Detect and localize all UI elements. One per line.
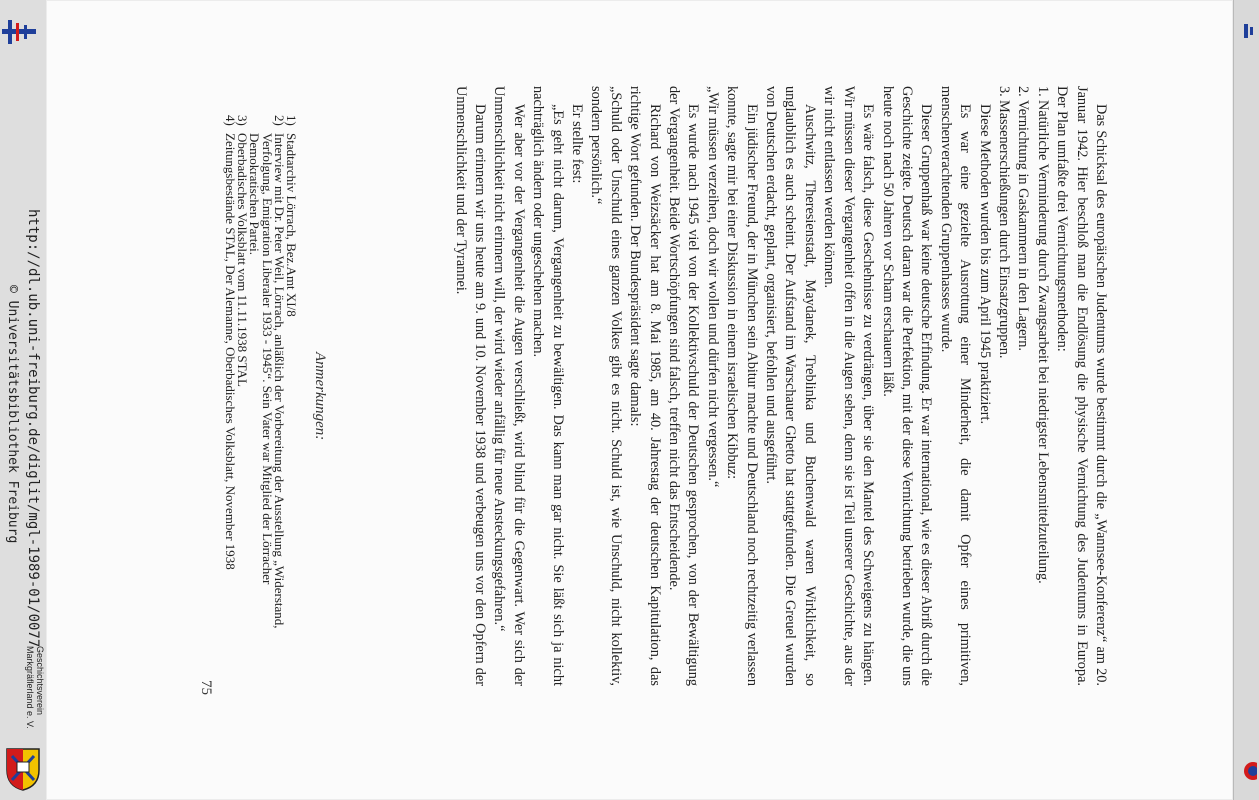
right-margin-badge-icon xyxy=(1243,754,1257,788)
body-paragraph: Es war eine gezielte Ausrottung einer Minderheit, die damit Opfer eines primitiven, menschenverachtenden Gruppenhasses wurde. xyxy=(937,86,974,686)
footnote-number: 3) xyxy=(235,115,251,126)
footnote-text: Stadtarchiv Lörrach, Bez.Amt XI/8 xyxy=(284,133,299,317)
footnote-text: Zeitungsbestände STAL, Der Alemanne, Oberbadisches Volksblatt, November 1938 xyxy=(222,133,238,570)
method-number: 3. xyxy=(995,86,1012,97)
digital-library-url[interactable]: http://dl.ub.uni-freiburg.de/diglit/mgl-1989-01/0077 xyxy=(25,209,41,648)
body-paragraph: Dieser Gruppenhaß war keine deutsche Erfindung. Er war international, wie es dieser Abriß durch die Geschichte zeigte. Deutsch daran war die Perfektion, mit der diese Vernichtung betrieben wurde, die uns heute noch nach 50 Jahren vor Scham erschauern läßt. xyxy=(879,86,935,686)
quote-paragraph: „Wir müssen verzeihen, doch wir wollen und dürfen nicht vergessen.“ xyxy=(704,86,721,488)
method-text: Natürliche Verminderung durch Zwangsarbeit bei niedrigster Lebensmittelzuteilung. xyxy=(1034,100,1051,584)
page-number: 75 xyxy=(198,680,214,695)
body-paragraph: Auschwitz, Theresienstadt, Maydanek, Treblinka und Buchenwald waren Wirklichkeit, so unglaublich es auch scheint. Der Aufstand im Warschauer Ghetto hat stattgefunden. Die Greuel wurden von Deutschen erdacht, geplant, organisiert, befohlen und ausgeführt. xyxy=(763,86,818,686)
footnote-number: 1) xyxy=(284,115,299,126)
main-text-column xyxy=(210,86,1110,686)
body-paragraph: Wer aber vor der Vergangenheit die Augen verschließt, wird blind für die Gegenwart. Wer sich der Unmenschlichkeit nicht erinnern will, der wird wieder anfällig für neue Ansteckungsgefahren.“ xyxy=(491,86,527,686)
right-margin-strip xyxy=(1233,0,1259,800)
body-paragraph: Diese Methoden wurden bis zum April 1945 praktiziert. xyxy=(976,104,993,425)
method-number: 1. xyxy=(1034,86,1051,97)
coat-of-arms-icon xyxy=(4,746,42,792)
footnote-number: 4) xyxy=(222,115,238,126)
method-item xyxy=(1032,86,1051,686)
method-item xyxy=(1013,86,1032,686)
body-paragraph: Richard von Weizsäcker hat am 8. Mai 1985, am 40. Jahrestag der deutschen Kapitulation, das richtige Wort gefunden. Der Bundespräsident sagte damals: xyxy=(627,86,663,686)
footnote-text: Interview mit Dr. Peter Weil, Lörrach, anläßlich der Vorbereitung der Ausstellung „Widerstand, Verfolgung, Emigration Liberaler 1933 - 1945“. Sein Vater war Mitglied der Lörracher Demokratischen Partei. xyxy=(247,133,287,629)
method-text: Massenerschießungen durch Einsatzgruppen. xyxy=(995,100,1012,359)
body-paragraph: Es wäre falsch, diese Geschehnisse zu verdrängen, über sie den Mantel des Schweigens zu hängen. Wir müssen dieser Vergangenheit offen in die Augen sehen, denn sie ist Teil unserer Geschichte, aus der wir nicht entlassen werden können. xyxy=(821,86,877,686)
body-paragraph: Er stellte fest: xyxy=(569,104,586,184)
body-paragraph: „Es geht nicht darum, Vergangenheit zu bewältigen. Das kann man gar nicht. Sie läßt sich ja nicht nachträglich ändern oder ungeschehen machen. xyxy=(530,86,566,686)
footnotes-list xyxy=(0,115,299,648)
body-paragraph: Darum erinnern wir uns heute am 9. und 10. November 1938 und verbeugen uns vor den Opfern der Unmenschlichkeit und der Tyrannei. xyxy=(452,86,488,686)
footnote-text: Oberbadisches Volksblatt vom 11.11.1938 STAL xyxy=(235,133,251,387)
intro-paragraph: Das Schicksal des europäischen Judentums wurde bestimmt durch die „Wannsee-Konferenz“ am 20. Januar 1942. Hier beschloß man die Endlösung die physische Vernichtung des Judentums in Europa. Der Plan umfaßte drei Vernichtungsmethoden: xyxy=(1054,86,1109,686)
body-paragraph: Es wurde nach 1945 viel von der Kollektivschuld der Deutschen gesprochen, von der Bewältigung der Vergangenheit. Beide Wortschöpfungen sind falsch, treffen nicht das Entscheidende. xyxy=(666,86,702,686)
footnote-item xyxy=(248,115,285,645)
library-copyright: © Universitätsbibliothek Freiburg xyxy=(5,285,20,544)
society-name-line1: Geschichtsverein xyxy=(35,646,45,716)
footnote-item xyxy=(224,115,236,645)
right-margin-mark-icon xyxy=(1244,24,1254,38)
library-logo-icon xyxy=(2,20,36,44)
quote-paragraph: „Schuld oder Unschuld eines ganzen Volkes gibt es nicht. Schuld ist, wie Unschuld, nicht kollektiv, sondern persönlich.“ xyxy=(588,86,624,686)
method-text: Vernichtung in Gaskammern in den Lagern. xyxy=(1015,100,1032,351)
body-paragraph: Ein jüdischer Freund, der in München sein Abitur machte und Deutschland noch rechtzeitig verlassen konnte, sagte mir bei einer Diskussion in einem israelischen Kibbuz: xyxy=(724,86,760,686)
footnote-number: 2) xyxy=(271,115,287,126)
notes-title: Anmerkungen: xyxy=(312,352,328,441)
society-name-line2: Markgräflerland e. V. xyxy=(25,646,35,729)
method-item xyxy=(994,86,1013,686)
method-number: 2. xyxy=(1015,86,1032,97)
